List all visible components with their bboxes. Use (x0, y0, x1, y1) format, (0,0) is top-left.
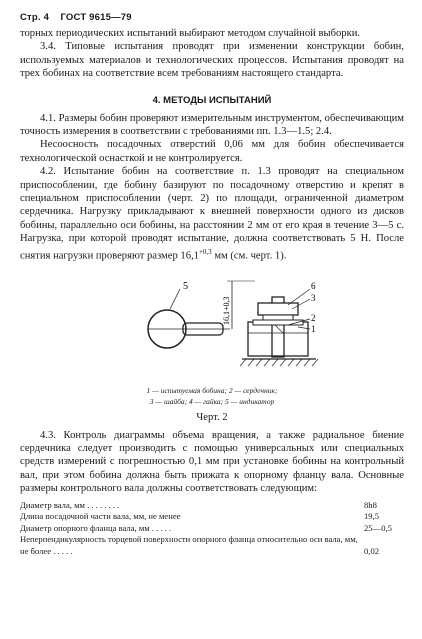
label-1: 1 (311, 323, 316, 334)
dimension-label: 16,1+0,3 (222, 296, 231, 325)
leader-5 (170, 289, 180, 309)
paragraph-4-1: 4.1. Размеры бобин проверяют измерительным инструментом, обеспечивающим точность измерения в соответствии с требованиями пп. 1.3—1.5; 2.4. (20, 112, 404, 138)
dimension-value: 16,1 (180, 250, 199, 262)
leader-6 (288, 289, 310, 305)
param-row: Диаметр вала, мм . . . . . . . . 8h8 (20, 499, 377, 510)
paragraph-4-3: 4.3. Контроль диаграммы объема вращения, а также радиальное биение сердечника следует производить с помощью универсальных или специальных средств измерений с погрешностью 0,1 мм при установке бобины на контрольный вал, при этом бобина должна быть прижата к опорному фланцу вала. Основные размеры контрольного вала должны соответствовать следующим: (20, 429, 404, 495)
page-header (20, 12, 404, 23)
paragraph-3-4: 3.4. Типовые испытания проводят при изменении конструкции бобин, используемых материалов и технологических процессов. Испытания проводят на трех бобинах на соответствие всем требованиям настоящего стандарта. (20, 41, 404, 80)
figure-2 (20, 267, 404, 423)
label-3: 3 (311, 292, 316, 303)
paragraph-4-2: 4.2. Испытание бобин на соответствие п. 1.3 проводят на специальном приспособлении, где бобину базируют по посадочному отверстию и крепят в специальном приспособлении (черт. 2) по площади, ограниченной диаметром сердечника. Нагрузку прикладывают к внешней поверхности одного из дисков бобины, параллельно оси бобины, на расстоянии 2 мм от его края в течение 3—5 с. Нагрузка, при которой проводят испытание, должна соответствовать 5 Н. После снятия нагрузки проверяют размер $16,1^{+0,3}$ мм (см. черт. 1). (20, 166, 404, 262)
label-2: 2 (311, 312, 316, 323)
shaft-parameters (20, 500, 404, 558)
param-row: Неперпендикулярность торцевой поверхности опорного фланца относительно оси вала, мм, не более . . . . . 0,02 (20, 534, 380, 556)
paragraph-4-1b: Несоосность посадочных отверстий 0,06 мм для бобин обеспечивается технологической оснасткой и не контролируется. (20, 139, 404, 164)
figure-caption-line1: 1 — испытуемая бобина; 2 — сердечник; (146, 385, 278, 395)
page-number: Стр. 4 (20, 12, 50, 23)
figure-number: Черт. 2 (196, 411, 228, 423)
ground-hatch (240, 359, 318, 366)
dimension-tolerance: +0,3 (198, 247, 212, 256)
label-6: 6 (311, 280, 316, 291)
washer (263, 315, 293, 320)
param-row: Диаметр опорного фланца вала, мм . . . . . 25—0,5 (20, 522, 392, 533)
label-5: 5 (183, 280, 188, 292)
standard-code: ГОСТ 9615—79 (60, 12, 132, 23)
document-page (20, 12, 404, 557)
param-row: Длина посадочной части вала, мм, не менее 19,5 (20, 511, 380, 522)
test-fixture-drawing (20, 267, 404, 379)
paragraph-continued: торных периодических испытаний выбирают методом случайной выборки. (20, 28, 361, 39)
bobbin-disc (253, 320, 303, 325)
figure-caption-line2: 3 — шайба; 4 — гайка; 5 — индикатор (149, 396, 275, 406)
section-title: 4. МЕТОДЫ ИСПЫТАНИЙ (152, 94, 272, 106)
